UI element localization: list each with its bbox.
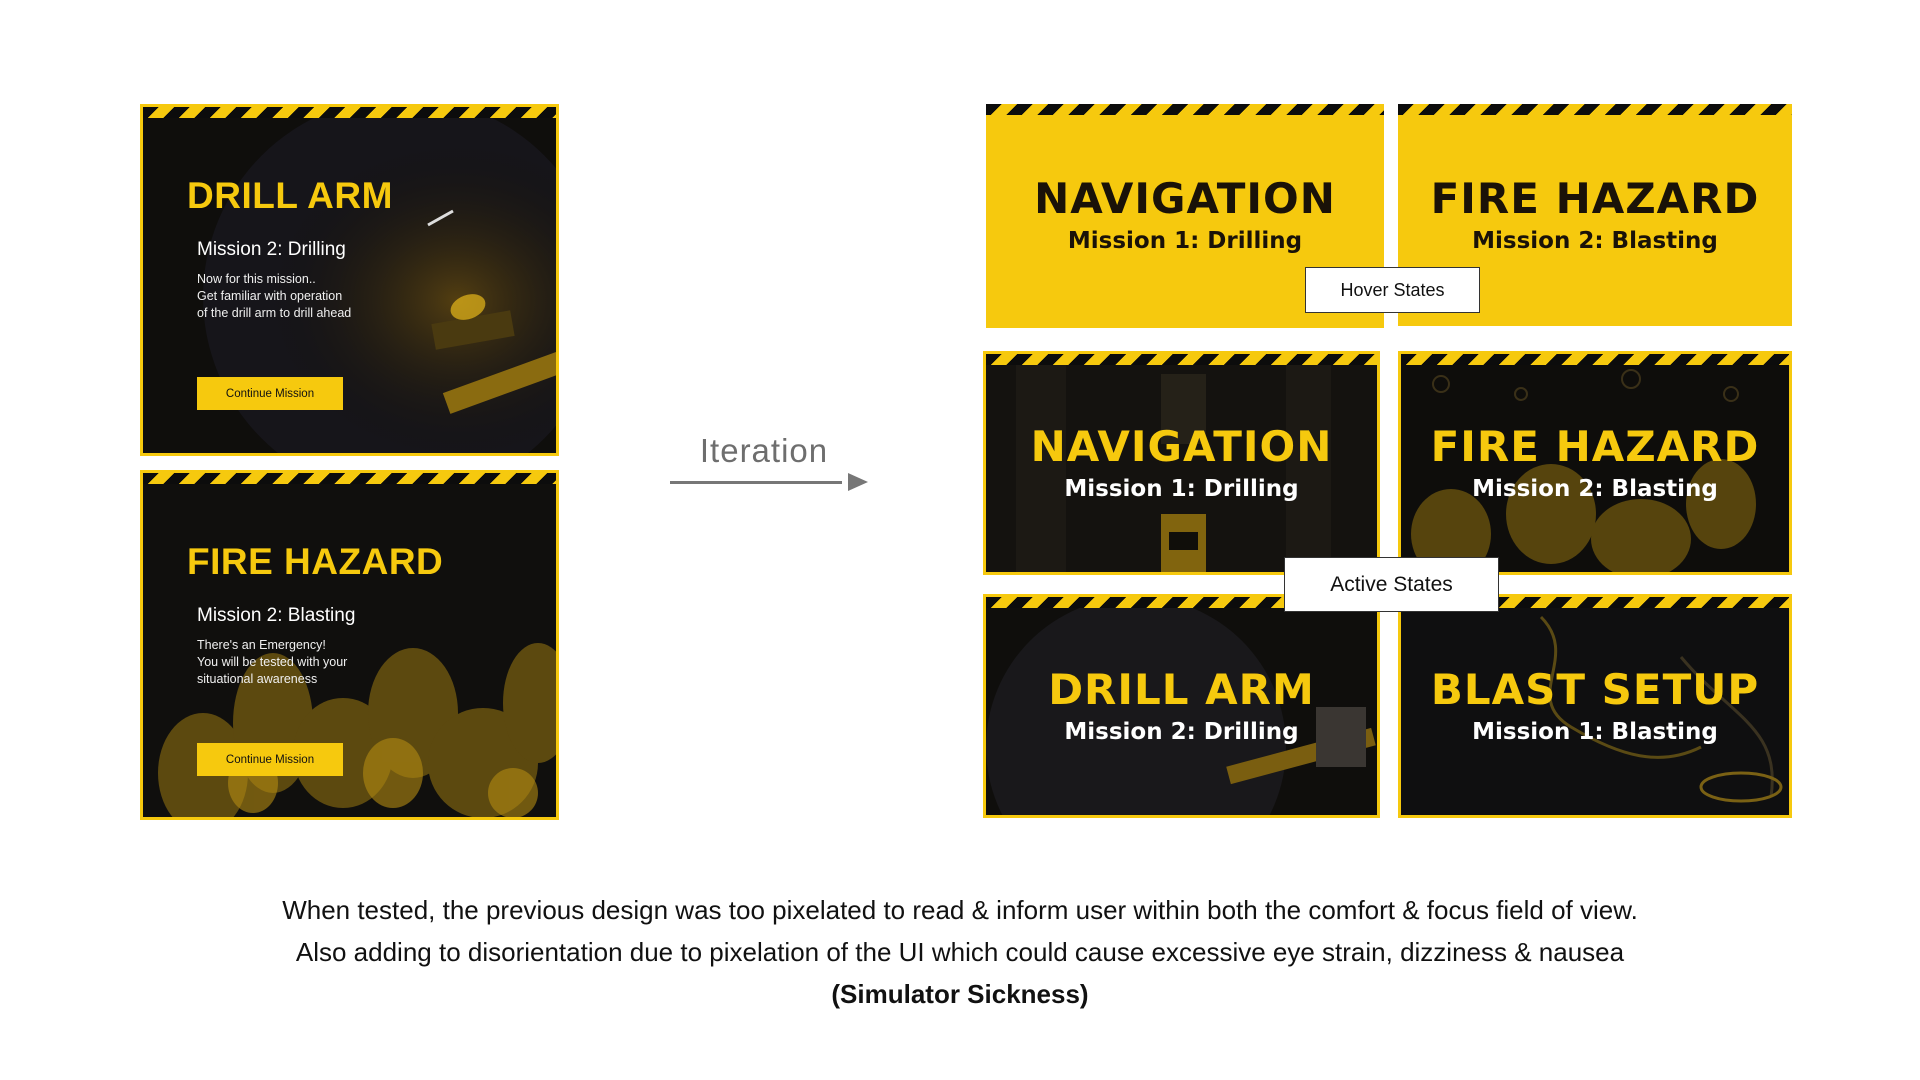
card-title: FIRE HAZARD [1430,174,1760,223]
card-title: NAVIGATION [1030,422,1333,471]
hazard-stripe [143,107,556,118]
arrow-right-icon [848,473,868,491]
continue-mission-button[interactable]: Continue Mission [197,743,343,776]
old-card-mission: Mission 2: Blasting [197,605,356,626]
caption-line-3: (Simulator Sickness) [831,979,1089,1009]
card-title: BLAST SETUP [1430,665,1760,714]
hazard-stripe [1401,354,1789,365]
hazard-stripe [143,473,556,484]
old-card-title: DRILL ARM [187,175,393,216]
active-card-blast-setup[interactable] [1398,594,1792,818]
description-line: Get familiar with operation [197,289,343,303]
card-subtitle: Mission 1: Blasting [1472,719,1718,745]
old-card-fire-hazard [140,470,559,820]
description-line: Now for this mission.. [197,272,316,286]
card-title: NAVIGATION [1034,174,1336,223]
card-subtitle: Mission 2: Blasting [1472,228,1718,254]
active-states-label: Active States [1284,557,1499,612]
old-card-mission: Mission 2: Drilling [197,239,346,260]
active-card-fire-hazard[interactable] [1398,351,1792,575]
arrow-line [670,481,842,484]
hazard-stripe [986,354,1377,365]
card-subtitle: Mission 1: Drilling [1067,228,1303,254]
continue-mission-button[interactable]: Continue Mission [197,377,343,410]
card-title: DRILL ARM [1048,665,1315,714]
old-card-description [197,637,347,688]
card-subtitle: Mission 2: Blasting [1472,476,1718,502]
caption-line-2: Also adding to disorientation due to pixelation of the UI which could cause excessive eye strain, dizziness & nausea [295,937,1625,967]
card-title: FIRE HAZARD [1430,422,1760,471]
active-card-drill-arm[interactable] [983,594,1380,818]
old-card-title: FIRE HAZARD [187,541,444,582]
iteration-label: Iteration [699,432,829,469]
caption-line-1: When tested, the previous design was too pixelated to read & inform user within both the comfort & focus field of view. [282,895,1638,925]
description-line: There's an Emergency! [197,638,326,652]
description-line: You will be tested with your [197,655,348,669]
old-card-description [197,271,351,322]
hazard-stripe [1398,104,1792,115]
card-subtitle: Mission 1: Drilling [1064,476,1299,502]
card-subtitle: Mission 2: Drilling [1064,719,1299,745]
active-card-navigation[interactable] [983,351,1380,575]
hover-states-label: Hover States [1305,267,1480,313]
description-line: of the drill arm to drill ahead [197,306,352,320]
description-line: situational awareness [197,672,318,686]
hazard-stripe [986,104,1384,115]
old-card-drill-arm [140,104,559,456]
